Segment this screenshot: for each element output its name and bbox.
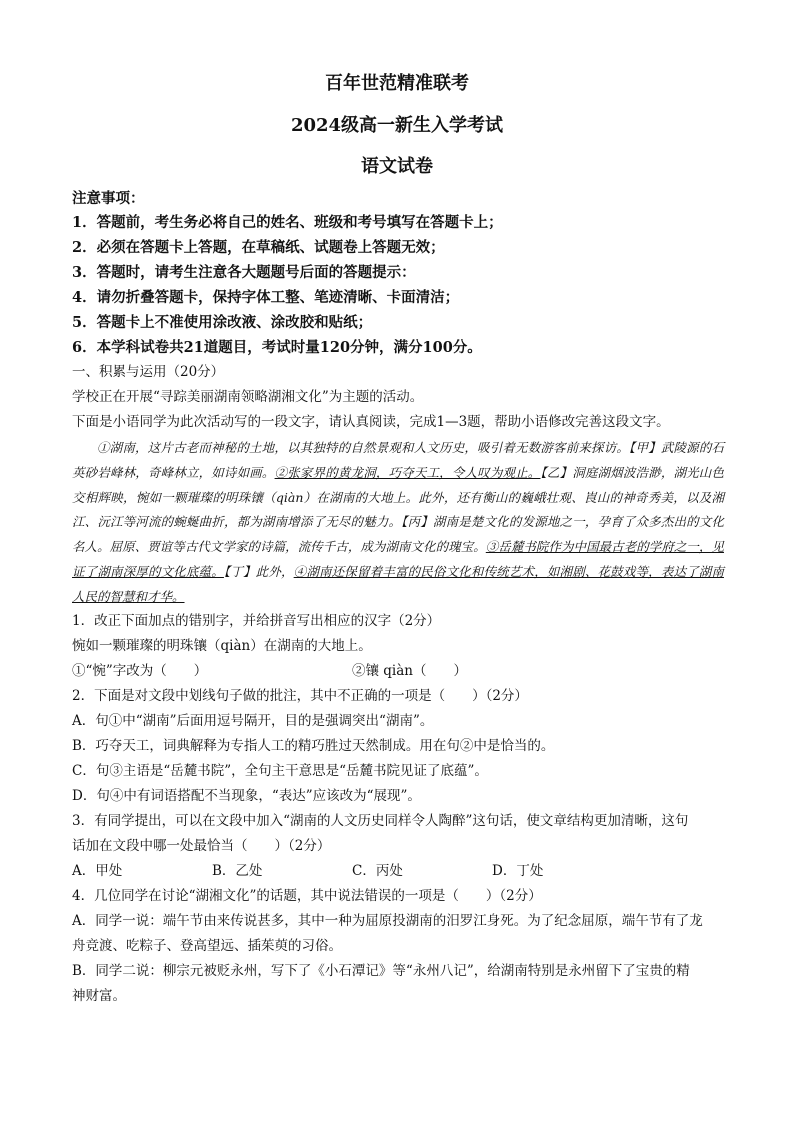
passage-part: 【丁】此外， xyxy=(223,563,294,579)
question-4-option-cont: 神财富。 xyxy=(72,988,126,1004)
notice-item: 5．答题卡上不准使用涂改液、涂改胶和贴纸； xyxy=(72,314,373,331)
passage-underlined-sentence: ③岳麓书院作为中国最古老的学府之一，见证了湖南深厚的文化底蕴。 xyxy=(72,539,724,579)
notice-item: 6．本学科试卷共21道题目，考试时量120分钟，满分100分。 xyxy=(72,339,482,356)
question-4-option-cont: 舟竞渡、吃粽子、登高望远、插茱萸的习俗。 xyxy=(72,938,342,954)
notice-item: 1．答题前，考生务必将自己的姓名、班级和考号填写在答题卡上； xyxy=(72,214,503,231)
exam-title: 百年世范精准联考 xyxy=(325,73,469,94)
subject-title: 语文试卷 xyxy=(361,156,433,177)
reading-passage xyxy=(72,436,724,610)
question-1-blank-a: ①“惋”字改为（ ） xyxy=(72,663,208,679)
question-2-option: A．句①中“湖南”后面用逗号隔开，目的是强调突出“湖南”。 xyxy=(72,713,434,729)
question-3-option: A．甲处 xyxy=(72,863,123,879)
activity-intro: 学校正在开展“寻踪美丽湖南领略湖湘文化”为主题的活动。 xyxy=(72,389,424,405)
passage-part: ①湖南，这片古老而神秘的土地，以其独特的自然景观和人文历史，吸引着无数游客前来探访。【甲】武陵源的石英砂岩峰林，奇峰林立，如诗如画。 xyxy=(72,440,724,480)
question-4-option: A．同学一说：端午节由来传说甚多，其中一种为屈原投湖南的汨罗江身死。为了纪念屈原，端午节有了龙 xyxy=(72,913,703,929)
question-1-blanks xyxy=(72,661,732,681)
task-instruction: 下面是小语同学为此次活动写的一段文字，请认真阅读，完成1—3题，帮助小语修改完善这段文字。 xyxy=(72,414,670,430)
question-2: 2．下面是对文段中划线句子做的批注，其中不正确的一项是（ ）（2分） xyxy=(72,688,528,704)
question-2-option: B．巧夺天工，词典解释为专指人工的精巧胜过天然制成。用在句②中是恰当的。 xyxy=(72,738,555,754)
question-1-sentence: 惋如一颗璀璨的明珠镶（qiàn）在湖南的大地上。 xyxy=(72,638,372,654)
notice-item: 4．请勿折叠答题卡，保持字体工整、笔迹清晰、卡面清洁； xyxy=(72,289,460,306)
question-3-options xyxy=(72,861,732,881)
notice-item: 2．必须在答题卡上答题，在草稿纸、试题卷上答题无效； xyxy=(72,239,445,256)
question-3-option: B．乙处 xyxy=(212,863,263,879)
exam-subtitle: 2024级高一新生入学考试 xyxy=(290,115,504,136)
question-3-option: D．丁处 xyxy=(492,863,544,879)
question-4: 4．几位同学在讨论“湖湘文化”的话题，其中说法错误的一项是（ ）（2分） xyxy=(72,888,542,904)
question-2-option: D．句④中有词语搭配不当现象，“表达”应该改为“展现”。 xyxy=(72,788,421,804)
section-heading: 一、积累与运用（20分） xyxy=(72,364,225,380)
question-2-option: C．句③主语是“岳麓书院”，全句主干意思是“岳麓书院见证了底蕴”。 xyxy=(72,763,488,779)
question-3: 3．有同学提出，可以在文段中加入“湖南的人文历史同样令人陶醉”这句话，使文章结构更加清晰，这句 xyxy=(72,813,689,829)
passage-part: 【乙】洞庭湖烟波浩渺，湖光山色交相辉映，惋如一颗璀璨的明珠镶（qiàn）在湖南的大地上。此外，还有衡山的巍峨壮观、崀山的神奇秀美，以及湘江、沅江等河流的蜿蜒曲折，都为湖南增添了无尽的魅力。【丙】湖南是楚文化的发源地之一，孕育了众多杰出的文化名人。屈原、贾谊等古代文学家的诗篇，流传千古，成为湖南文化的瑰宝。 xyxy=(72,464,724,555)
notice-item: 3．答题时，请考生注意各大题题号后面的答题提示： xyxy=(72,264,416,281)
question-3-cont: 话加在文段中哪一处最恰当（ ）（2分） xyxy=(72,838,331,854)
passage-underlined-sentence: ②张家界的黄龙洞，巧夺天工，令人叹为观止。 xyxy=(274,464,541,480)
question-1: 1．改正下面加点的错别字，并给拼音写出相应的汉字（2分） xyxy=(72,613,441,629)
notice-heading: 注意事项： xyxy=(72,190,145,207)
question-1-blank-b: ②镶 qiàn（ ） xyxy=(352,663,467,679)
question-3-option: C．丙处 xyxy=(352,863,403,879)
passage-underlined-sentence: ④湖南还保留着丰富的民俗文化和传统艺术，如湘剧、花鼓戏等，表达了湖南人民的智慧和才华。 xyxy=(72,563,724,604)
question-4-option: B．同学二说：柳宗元被贬永州，写下了《小石潭记》等“永州八记”，给湖南特别是永州留下了宝贵的精 xyxy=(72,963,690,979)
